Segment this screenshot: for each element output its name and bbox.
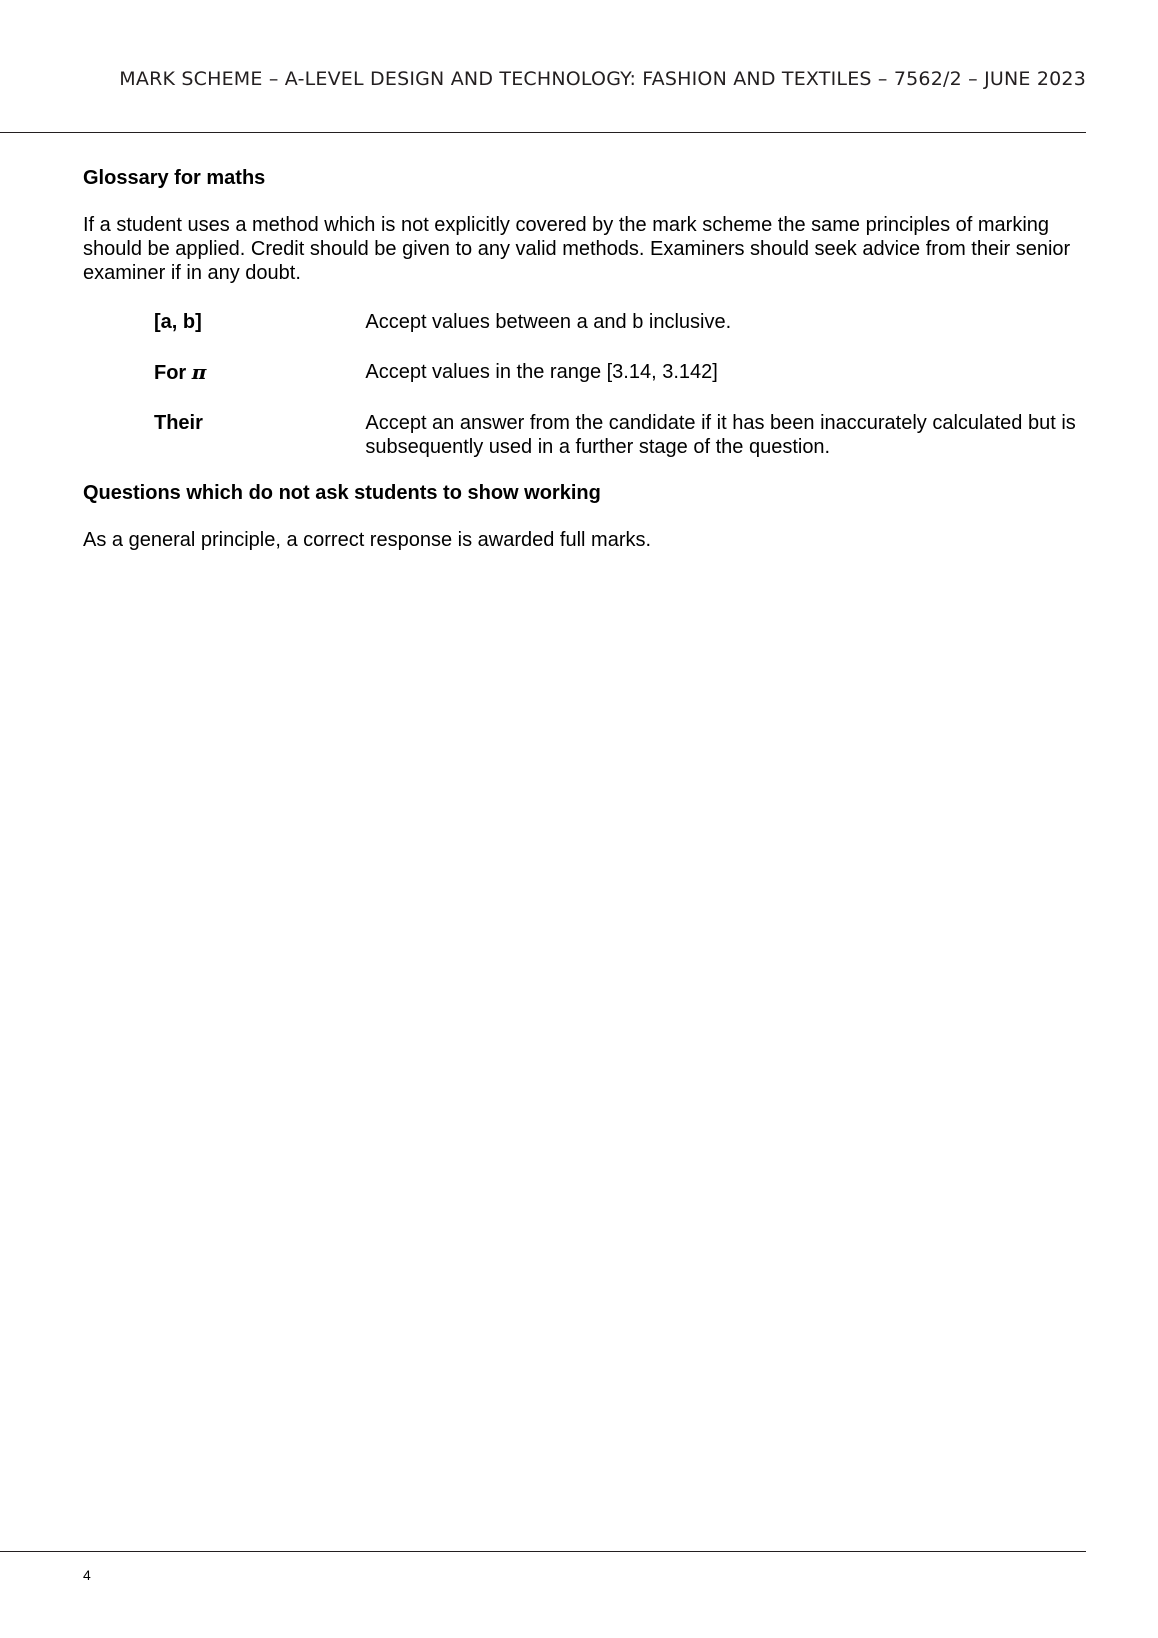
working-heading: Questions which do not ask students to show working	[83, 482, 601, 504]
glossary-row	[83, 310, 1083, 360]
glossary-term	[83, 360, 365, 411]
header-title: MARK SCHEME – A-LEVEL DESIGN AND TECHNOLOGY: FASHION AND TEXTILES – 7562/2 – JUNE 2023	[119, 68, 1086, 90]
footer-divider	[0, 1551, 1086, 1552]
glossary-table	[83, 310, 1083, 485]
glossary-term-text: For	[154, 362, 187, 384]
page-content	[83, 166, 1083, 552]
glossary-heading: Glossary for maths	[83, 167, 266, 189]
glossary-definition: Accept values in the range [3.14, 3.142]	[365, 361, 718, 383]
glossary-term: [a, b]	[154, 311, 202, 333]
glossary-row	[83, 411, 1083, 485]
glossary-definition: Accept an answer from the candidate if it has been inaccurately calculated but is subsequently used in a further stage of the question.	[365, 412, 1076, 458]
header-divider	[0, 132, 1086, 133]
glossary-term: Their	[154, 412, 203, 434]
working-text: As a general principle, a correct response is awarded full marks.	[83, 529, 652, 551]
glossary-definition: Accept values between a and b inclusive.	[365, 311, 732, 333]
glossary-intro: If a student uses a method which is not explicitly covered by the mark scheme the same principles of marking should be applied. Credit should be given to any valid methods. Examiners should seek advice from their senior examiner if in any doubt.	[83, 214, 1071, 284]
glossary-row	[83, 360, 1083, 411]
page-number: 4	[83, 1567, 91, 1583]
pi-symbol: π	[191, 360, 207, 384]
